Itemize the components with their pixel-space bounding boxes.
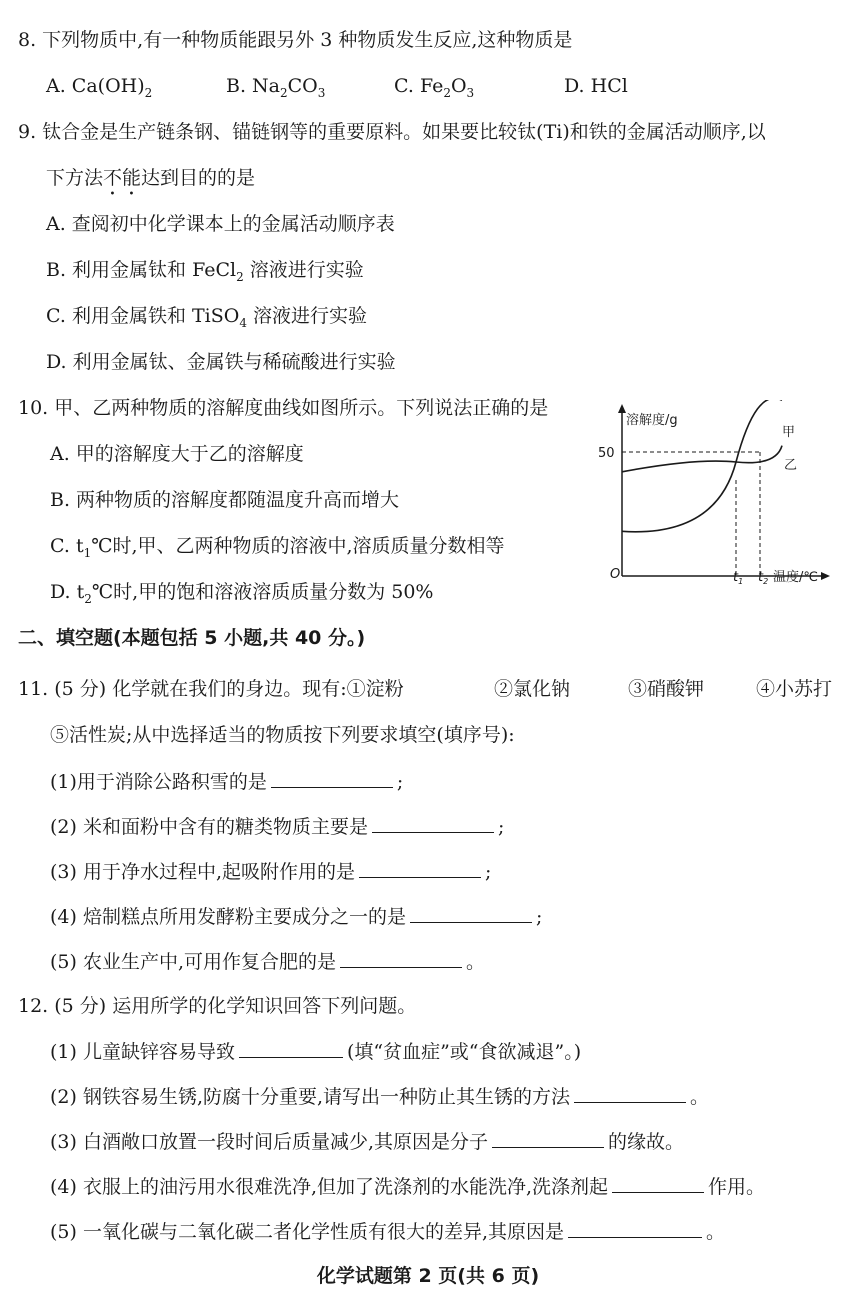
series-label-yi: 乙 (784, 458, 798, 473)
q10-option-b: B. 两种物质的溶解度都随温度升高而增大 (50, 489, 400, 511)
q10-option-a: A. 甲的溶解度大于乙的溶解度 (50, 443, 304, 465)
x-axis-label: 温度/℃ (773, 570, 818, 585)
solubility-chart (596, 400, 832, 588)
answer-blank[interactable] (271, 769, 393, 788)
q8-option-d: D. HCl (564, 75, 628, 97)
q12-item-3: (3) 白酒敞口放置一段时间后质量减少,其原因是分子 的缘故。 (50, 1131, 685, 1153)
q11-option-4: ④小苏打 (756, 678, 833, 700)
q12-item-2: (2) 钢铁容易生锈,防腐十分重要,请写出一种防止其生锈的方法 。 (50, 1086, 710, 1108)
answer-blank[interactable] (239, 1039, 343, 1058)
q11-item-2: (2) 米和面粉中含有的糖类物质主要是 ; (50, 816, 505, 838)
q9-option-c: C. 利用金属铁和 TiSO$_4$ 溶液进行实验 (46, 305, 368, 330)
q12-item-1: (1) 儿童缺锌容易导致 (填“贫血症”或“食欲减退”。) (50, 1041, 582, 1063)
y-axis-arrow (618, 404, 626, 413)
q8-option-a: A. $Ca(OH)_2$ (46, 75, 153, 100)
q11-stem-line1: 11. (5 分) 化学就在我们的身边。现有:①淀粉 (18, 678, 404, 700)
series-line-yi (622, 446, 782, 472)
q11-item-3: (3) 用于净水过程中,起吸附作用的是 ; (50, 861, 492, 883)
emphasis-text: 不能 (103, 167, 142, 189)
answer-blank[interactable] (574, 1084, 686, 1103)
q11-option-3: ③硝酸钾 (628, 678, 705, 700)
q8-option-c: C. $Fe_2O_3$ (394, 75, 475, 100)
q9-option-d: D. 利用金属钛、金属铁与稀硫酸进行实验 (46, 351, 396, 373)
answer-blank[interactable] (612, 1174, 704, 1193)
q11-stem-line2: ⑤活性炭;从中选择适当的物质按下列要求填空(填序号): (50, 724, 515, 746)
answer-blank[interactable] (359, 859, 481, 878)
q12-item-5: (5) 一氧化碳与二氧化碳二者化学性质有很大的差异,其原因是 。 (50, 1221, 726, 1243)
answer-blank[interactable] (410, 904, 532, 923)
q9-option-b: B. 利用金属钛和 FeCl$_2$ 溶液进行实验 (46, 259, 364, 284)
q11-item-5: (5) 农业生产中,可用作复合肥的是 。 (50, 951, 486, 973)
x-tick-t2: $t_2$ (758, 570, 769, 586)
q9-option-a: A. 查阅初中化学课本上的金属活动顺序表 (46, 213, 395, 235)
q11-item-1: (1)用于消除公路积雪的是 ; (50, 771, 404, 793)
y-tick-50: 50 (598, 446, 615, 461)
x-axis-arrow (821, 572, 830, 580)
answer-blank[interactable] (372, 814, 494, 833)
q11-item-4: (4) 焙制糕点所用发酵粉主要成分之一的是 ; (50, 906, 543, 928)
q9-stem-line1: 9. 钛合金是生产链条钢、锚链钢等的重要原料。如果要比较钛(Ti)和铁的金属活动顺序,以 (18, 121, 766, 143)
q10-option-d: D. $t_2℃$时,甲的饱和溶液溶质质量分数为 50% (50, 581, 434, 606)
answer-blank[interactable] (340, 949, 462, 968)
series-label-jia: 甲 (782, 425, 796, 440)
y-axis-label: 溶解度/g (626, 413, 678, 428)
x-tick-t1: $t_1$ (733, 570, 744, 586)
q10-stem: 10. 甲、乙两种物质的溶解度曲线如图所示。下列说法正确的是 (18, 397, 549, 419)
q8-option-b: B. $Na_2CO_3$ (226, 75, 326, 100)
q12-stem: 12. (5 分) 运用所学的化学知识回答下列问题。 (18, 995, 417, 1017)
q9-stem-line2: 下方法不能达到目的的是 (46, 167, 256, 189)
section-title: 二、填空题(本题包括 5 小题,共 40 分。) (18, 627, 366, 649)
q12-item-4: (4) 衣服上的油污用水很难洗净,但加了洗涤剂的水能洗净,洗涤剂起 作用。 (50, 1176, 766, 1198)
answer-blank[interactable] (492, 1129, 604, 1148)
q11-option-2: ②氯化钠 (494, 678, 571, 700)
q8-stem: 8. 下列物质中,有一种物质能跟另外 3 种物质发生反应,这种物质是 (18, 29, 573, 51)
origin-label: O (610, 567, 621, 582)
answer-blank[interactable] (568, 1219, 702, 1238)
q10-option-c: C. $t_1℃$时,甲、乙两种物质的溶液中,溶质质量分数相等 (50, 535, 505, 560)
page-footer: 化学试题第 2 页(共 6 页) (316, 1265, 540, 1287)
